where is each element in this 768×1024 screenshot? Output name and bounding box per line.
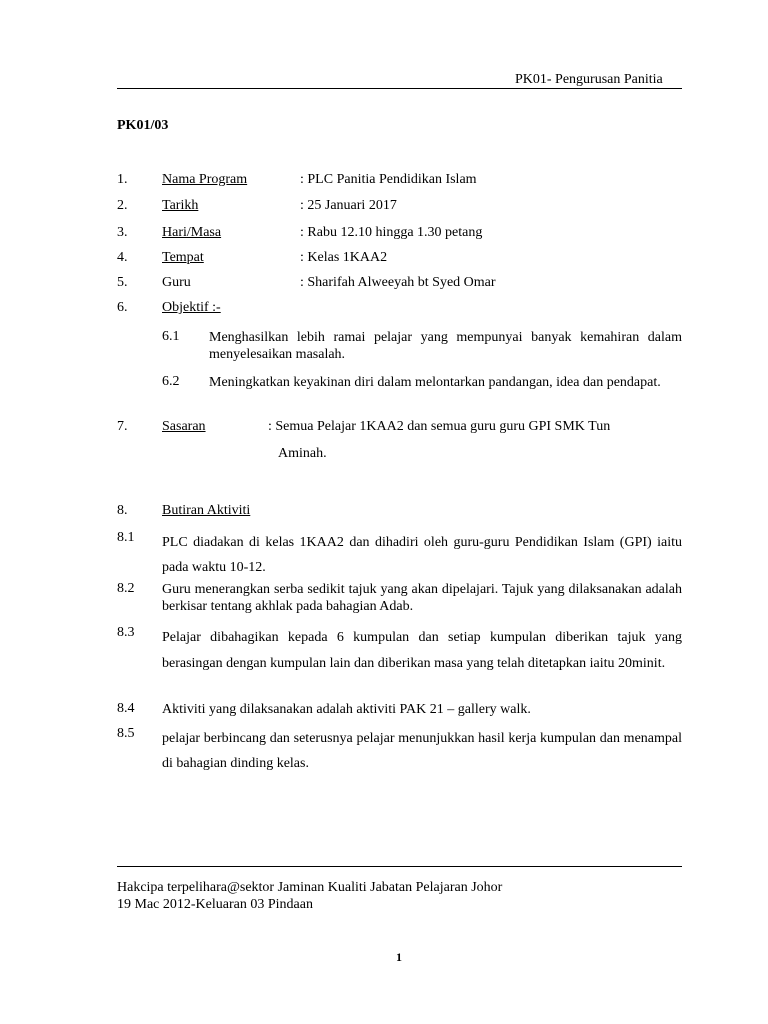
field-label: Tempat — [162, 250, 204, 265]
activity-number: 8.3 — [117, 625, 135, 640]
field-label: Objektif :- — [162, 300, 221, 315]
field-value: : Kelas 1KAA2 — [300, 250, 388, 265]
field-number: 4. — [117, 250, 128, 265]
field-value: : PLC Panitia Pendidikan Islam — [300, 172, 477, 187]
sasaran-value-continued: Aminah. — [278, 446, 327, 461]
field-number: 3. — [117, 225, 128, 240]
sasaran-number: 7. — [117, 419, 128, 434]
field-label: Nama Program — [162, 172, 248, 187]
document-code: PK01/03 — [117, 118, 169, 133]
activities-title: Butiran Aktiviti — [162, 503, 251, 518]
field-number: 6. — [117, 300, 128, 315]
activity-number: 8.1 — [117, 530, 135, 545]
activity-text: PLC diadakan di kelas 1KAA2 dan dihadiri oleh guru-guru Pendidikan Islam (GPI) iaitu pada waktu 10-12. — [162, 535, 682, 575]
activity-number: 8.4 — [117, 701, 135, 716]
header-rule — [117, 88, 682, 89]
field-label: Hari/Masa — [162, 225, 222, 240]
activity-text: pelajar berbincang dan seterusnya pelajar menunjukkan hasil kerja kumpulan dan menampal di bahagian dinding kelas. — [162, 731, 682, 771]
field-label: Tarikh — [162, 198, 199, 213]
objective-number: 6.2 — [162, 374, 180, 389]
field-value: : Sharifah Alweeyah bt Syed Omar — [300, 275, 496, 290]
objective-text: Meningkatkan keyakinan diri dalam melontarkan pandangan, idea dan pendapat. — [209, 375, 661, 390]
sasaran-value: : Semua Pelajar 1KAA2 dan semua guru guru GPI SMK Tun — [268, 419, 611, 434]
activity-text: Guru menerangkan serba sedikit tajuk yang akan dipelajari. Tajuk yang dilaksanakan adalah berkisar tentang akhlak pada bahagian Adab. — [162, 582, 682, 614]
activity-number: 8.5 — [117, 726, 135, 741]
field-value: : 25 Januari 2017 — [300, 198, 397, 213]
footer-copyright: Hakcipa terpelihara@sektor Jaminan Kualiti Jabatan Pelajaran Johor — [117, 880, 503, 895]
activity-number: 8.2 — [117, 581, 135, 596]
field-number: 2. — [117, 198, 128, 213]
header-title: PK01- Pengurusan Panitia — [515, 72, 663, 87]
field-number: 1. — [117, 172, 128, 187]
objective-text: Menghasilkan lebih ramai pelajar yang mempunyai banyak kemahiran dalam menyelesaikan masalah. — [209, 330, 682, 362]
objective-number: 6.1 — [162, 329, 180, 344]
sasaran-label: Sasaran — [162, 419, 206, 434]
activity-text: Aktiviti yang dilaksanakan adalah aktiviti PAK 21 – gallery walk. — [162, 702, 531, 717]
activities-number: 8. — [117, 503, 128, 518]
field-value: : Rabu 12.10 hingga 1.30 petang — [300, 225, 483, 240]
footer-edition: 19 Mac 2012-Keluaran 03 Pindaan — [117, 897, 313, 912]
footer-rule — [117, 866, 682, 867]
field-number: 5. — [117, 275, 128, 290]
field-label: Guru — [162, 275, 191, 290]
page-number: 1 — [396, 950, 402, 964]
activity-text: Pelajar dibahagikan kepada 6 kumpulan dan setiap kumpulan diberikan tajuk yang berasingan dengan kumpulan lain dan diberikan masa yang telah ditetapkan iaitu 20minit. — [162, 630, 682, 671]
